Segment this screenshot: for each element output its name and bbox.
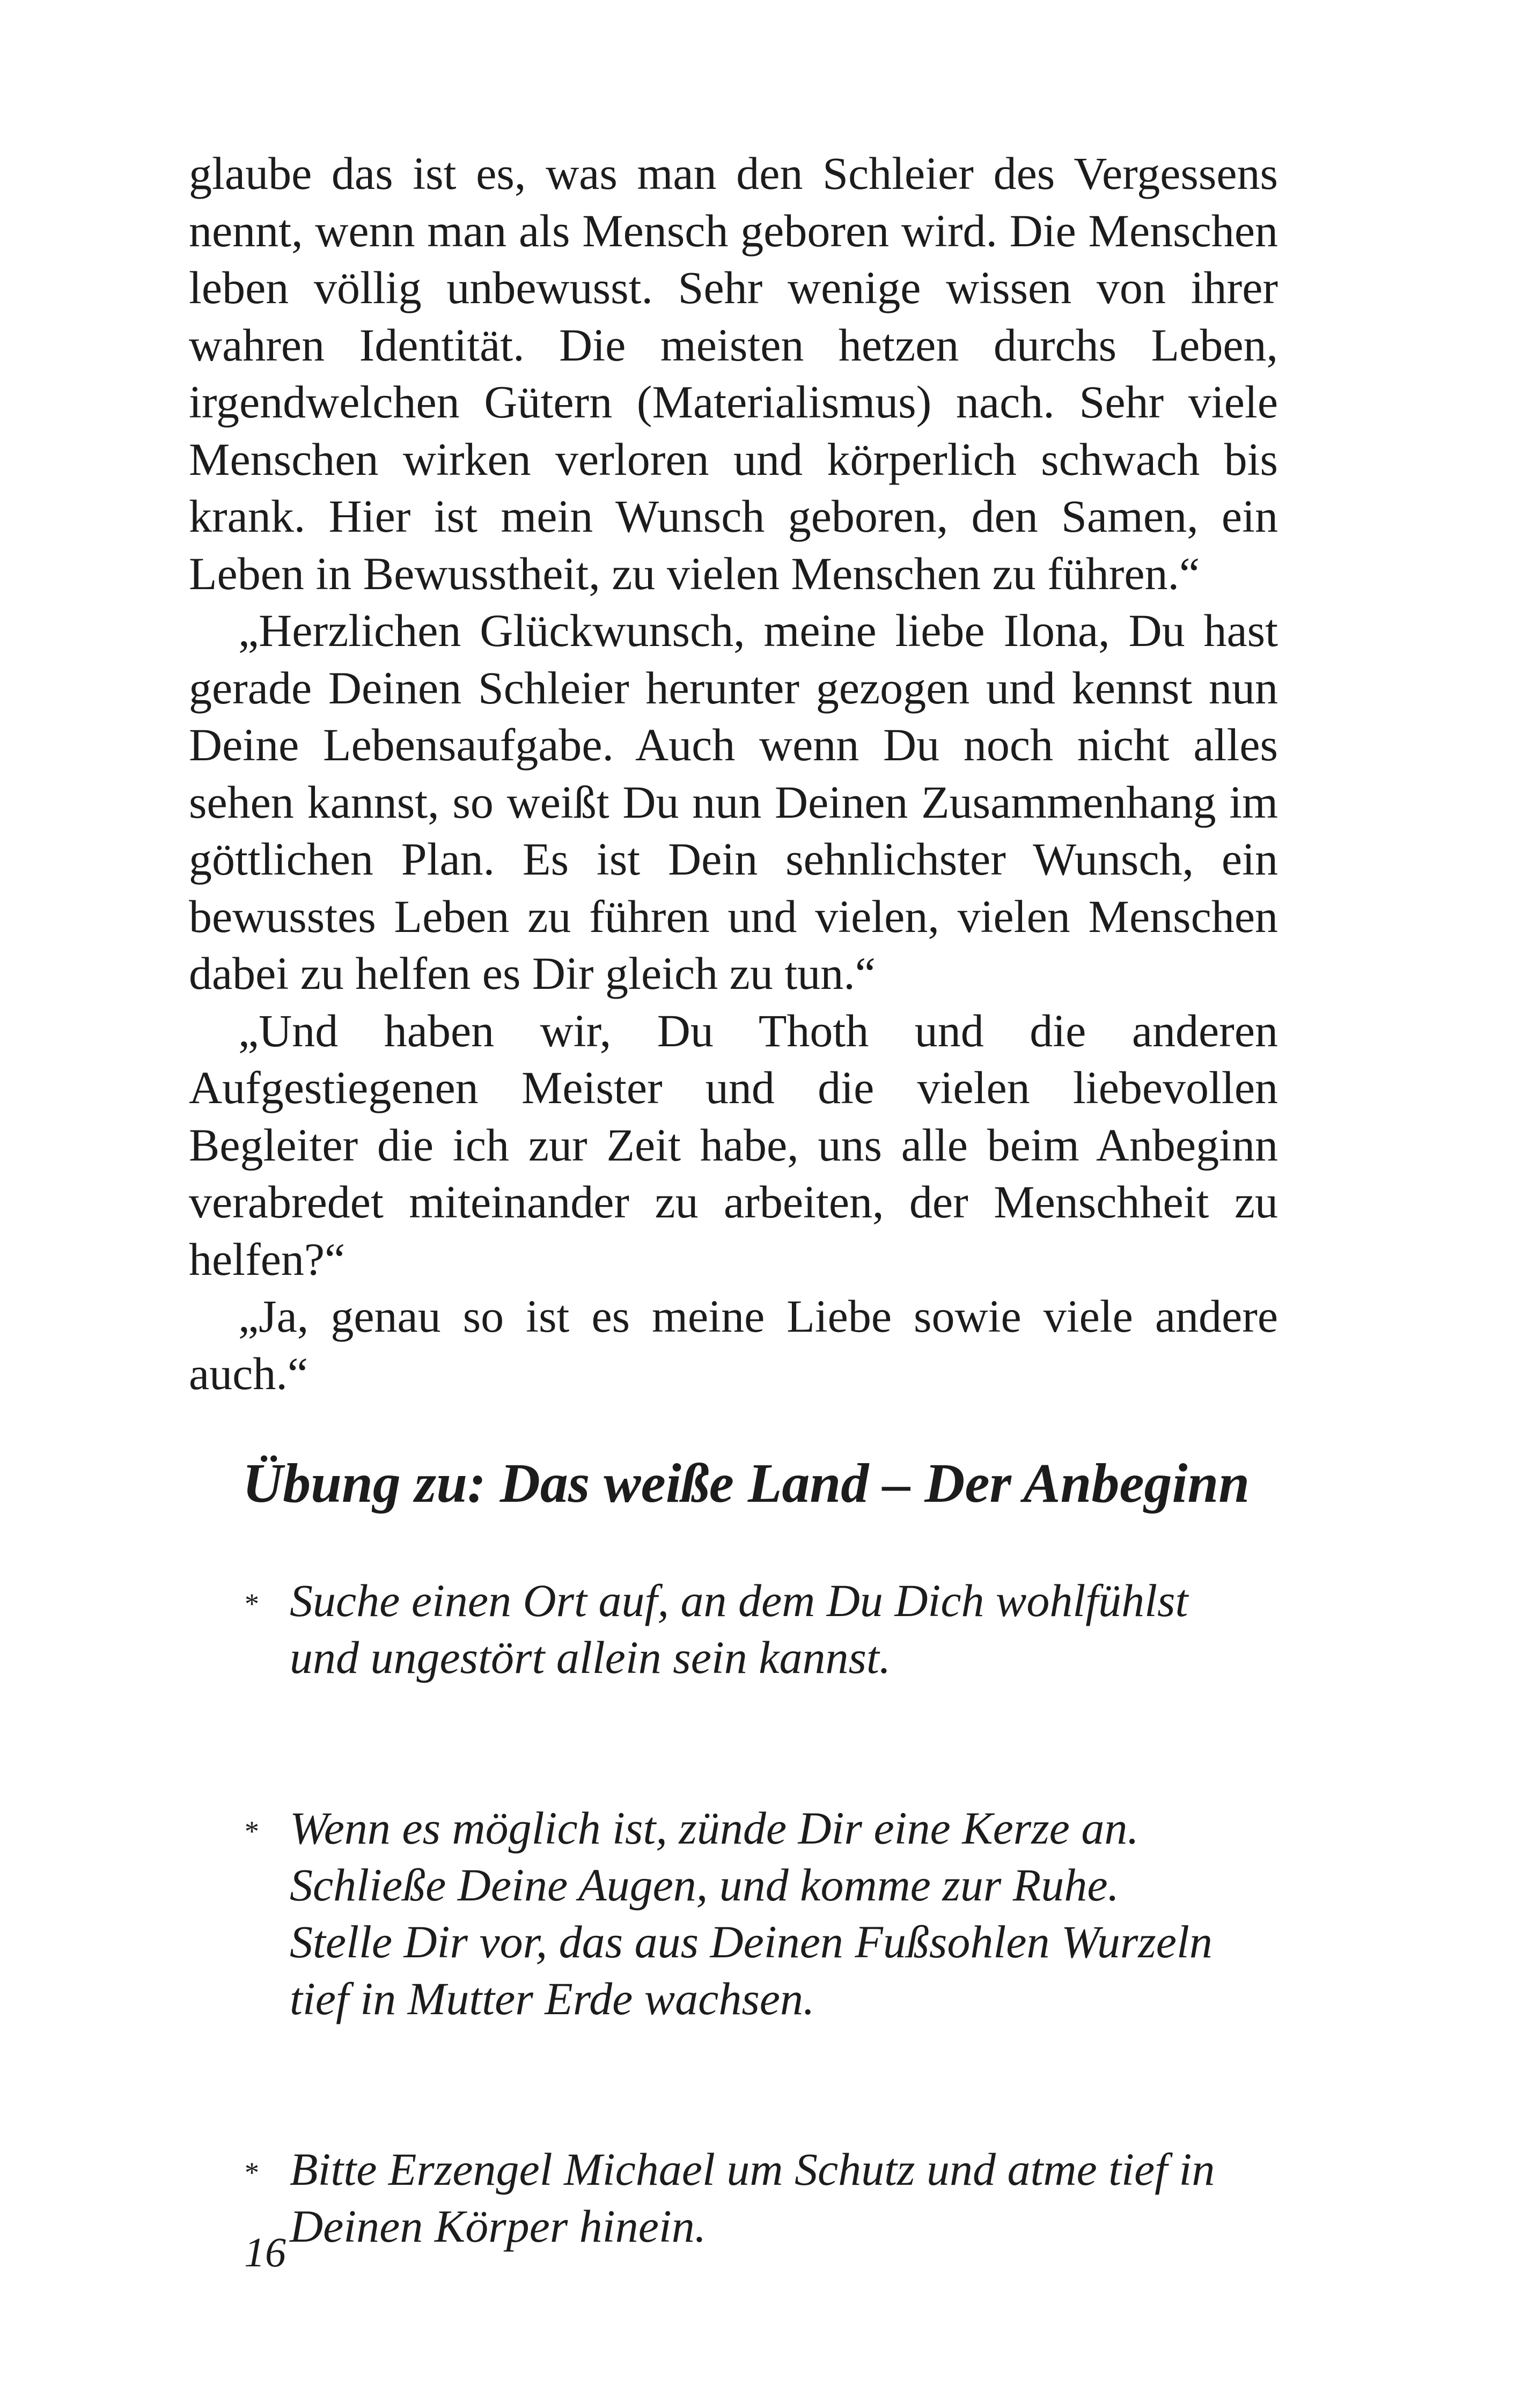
exercise-line: Suche einen Ort auf, an dem Du Dich wohlfühlst	[290, 1575, 1188, 1626]
paragraph-answer: „Ja, genau so ist es meine Liebe sowie viele andere auch.“	[189, 1290, 1278, 1399]
exercise-item	[243, 2141, 1305, 2255]
exercise-line: Deinen Körper hinein.	[290, 2200, 707, 2252]
exercise-list	[243, 1572, 1305, 2255]
asterisk-bullet-icon: *	[245, 2156, 259, 2189]
paragraph-congratulation: „Herzlichen Glückwunsch, meine liebe Ilona, Du hast gerade Deinen Schleier herunter gezogen und kennst nun Deine Lebensaufgabe. Auch wenn Du noch nicht alles sehen kannst, so weißt Du nun Deinen Zusammenhang im göttlichen Plan. Es ist Dein sehnlichster Wunsch, ein bewusstes Leben zu führen und vielen, vielen Menschen dabei zu helfen es Dir gleich zu tun.“	[189, 605, 1278, 999]
exercise-line: und ungestört allein sein kannst.	[290, 1632, 891, 1683]
paragraph-continued: glaube das ist es, was man den Schleier des Vergessens nennt, wenn man als Mensch geboren wird. Die Menschen leben völlig unbewusst. Sehr wenige wissen von ihrer wahren Identität. Die meisten hetzen durchs Leben, irgendwelchen Gütern (Materialismus) nach. Sehr viele Menschen wirken verloren und körperlich schwach bis krank. Hier ist mein Wunsch geboren, den Samen, ein Leben in Bewusstheit, zu vielen Menschen zu führen.“	[189, 148, 1278, 599]
body-text	[189, 145, 1278, 1402]
exercise-line: Bitte Erzengel Michael um Schutz und atme tief in	[290, 2143, 1215, 2195]
exercise-line: Stelle Dir vor, das aus Deinen Fußsohlen Wurzeln	[290, 1916, 1213, 1967]
exercise-line: tief in Mutter Erde wachsen.	[290, 1973, 815, 2024]
exercise-line: Wenn es möglich ist, zünde Dir eine Kerze an.	[290, 1802, 1139, 1854]
asterisk-bullet-icon: *	[245, 1588, 259, 1620]
page-number: 16	[244, 2229, 286, 2275]
exercise-heading: Übung zu: Das weiße Land – Der Anbeginn	[243, 1452, 1250, 1514]
exercise-line: Schließe Deine Augen, und komme zur Ruhe.	[290, 1859, 1119, 1911]
exercise-item	[243, 1800, 1305, 2027]
paragraph-question: „Und haben wir, Du Thoth und die anderen Aufgestiegenen Meister und die vielen liebevollen Begleiter die ich zur Zeit habe, uns alle beim Anbeginn verabredet miteinander zu arbeiten, der Menschheit zu helfen?“	[189, 1004, 1278, 1285]
exercise-item	[243, 1572, 1305, 1686]
asterisk-bullet-icon: *	[245, 1815, 259, 1847]
